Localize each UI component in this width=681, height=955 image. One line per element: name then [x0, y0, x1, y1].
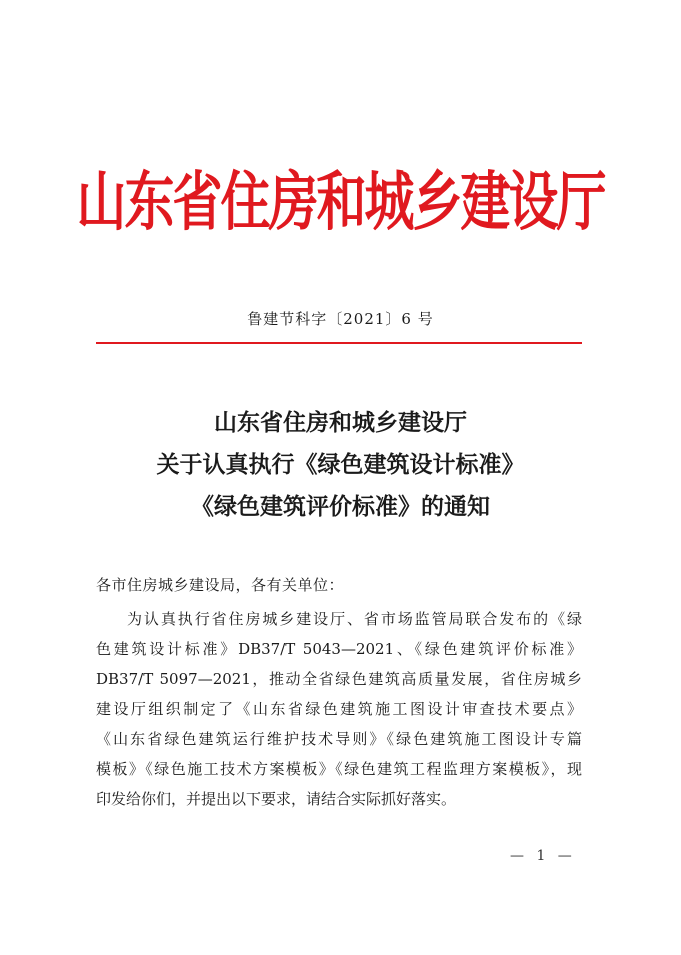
notice-title-line: 《绿色建筑评价标准》的通知 [191, 493, 490, 520]
page-number: — 1 — [510, 848, 576, 864]
paragraph-line: 色建筑设计标准》DB37/T 5043—2021、《绿色建筑评价标准》 [96, 640, 582, 658]
salutation: 各市住房城乡建设局，各有关单位： [96, 576, 345, 594]
document-number: 鲁建节科字〔2021〕6 号 [247, 310, 434, 328]
notice-title [0, 402, 681, 528]
notice-title-line: 关于认真执行《绿色建筑设计标准》 [156, 451, 525, 478]
paragraph-line: DB37/T 5097—2021，推动全省绿色建筑高质量发展，省住房城乡 [96, 670, 582, 688]
notice-title-line: 山东省住房和城乡建设厅 [214, 409, 467, 436]
paragraph-line: 建设厅组织制定了《山东省绿色建筑施工图设计审查技术要点》 [96, 700, 582, 718]
issuing-agency-title: 山东省住房和城乡建设厅 [76, 163, 605, 240]
paragraph-line: 模板》《绿色施工技术方案模板》《绿色建筑工程监理方案模板》，现 [96, 760, 582, 778]
red-divider-line [96, 342, 582, 344]
body-paragraph [96, 604, 582, 814]
paragraph-line: 印发给你们，并提出以下要求，请结合实际抓好落实。 [96, 790, 457, 808]
paragraph-line: 《山东省绿色建筑运行维护技术导则》《绿色建筑施工图设计专篇 [96, 730, 582, 748]
paragraph-line: 为认真执行省住房城乡建设厅、省市场监管局联合发布的《绿 [127, 610, 582, 628]
